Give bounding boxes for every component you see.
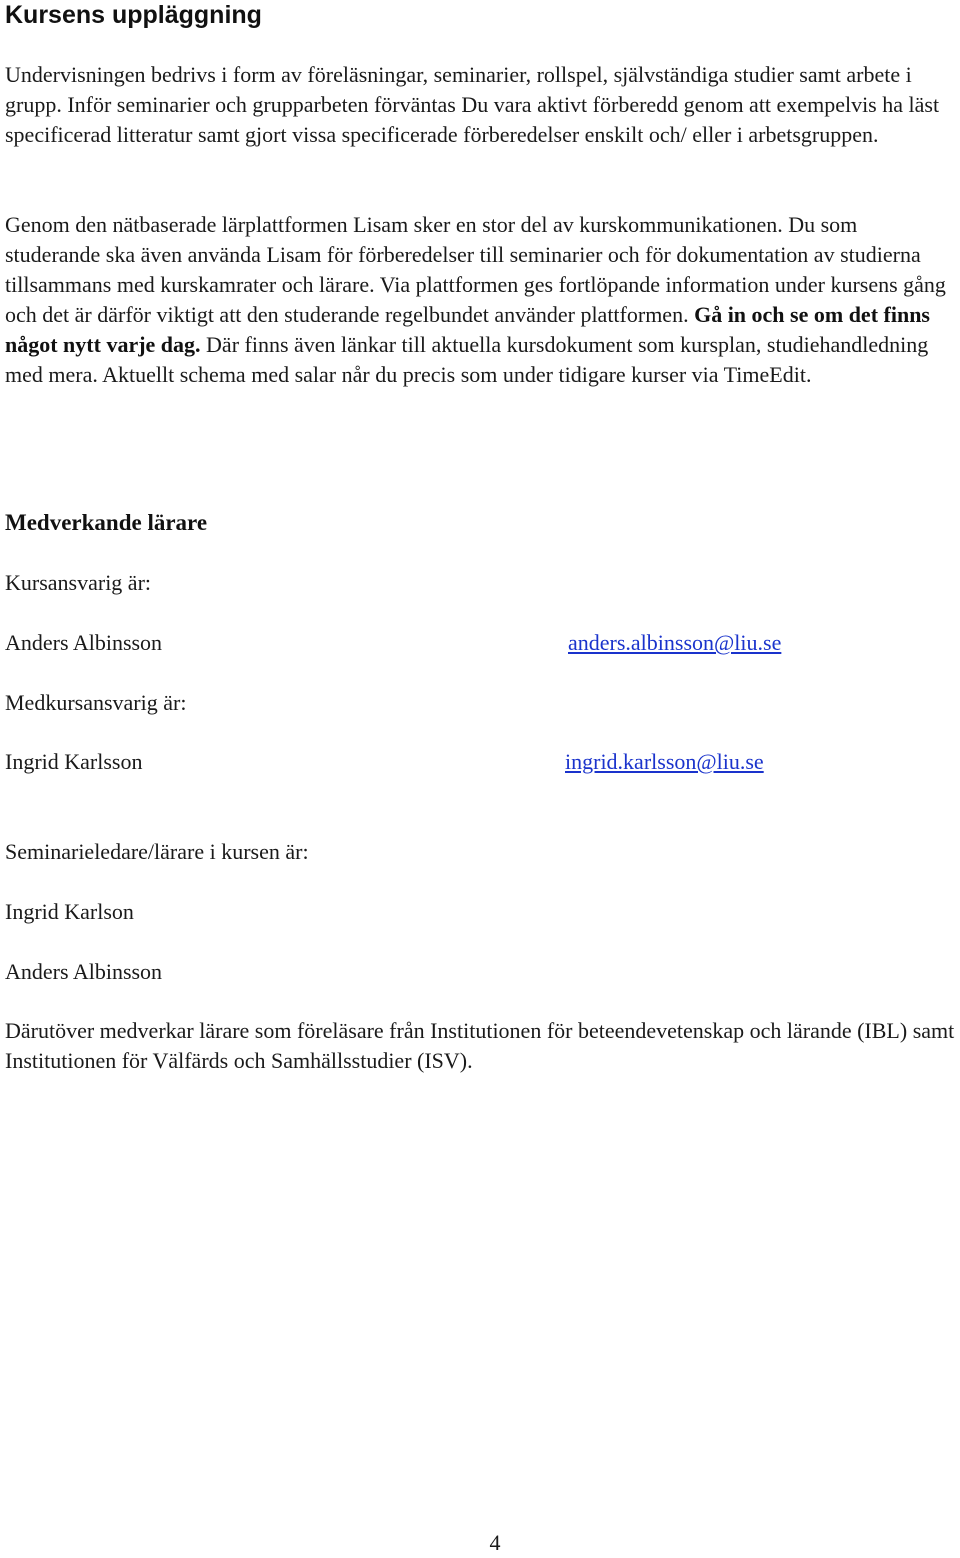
co-responsible-email-link[interactable]: ingrid.karlsson@liu.se bbox=[565, 749, 764, 774]
paragraph-lisam-tail: Där finns även länkar till aktuella kursdokument som kursplan, studiehandledning med mera. Aktuellt schema med salar når du precis som under tidigare kurser via TimeEdit. bbox=[5, 332, 929, 387]
course-responsible-email-link[interactable]: anders.albinsson@liu.se bbox=[568, 630, 782, 655]
course-responsible-label: Kursansvarig är: bbox=[5, 570, 152, 595]
seminar-leader-name: Anders Albinsson bbox=[5, 959, 163, 984]
paragraph-lisam-platform bbox=[5, 210, 955, 390]
paragraph-teaching-format: Undervisningen bedrivs i form av föreläsningar, seminarier, rollspel, självständiga studier samt arbete i grupp. Inför seminarier och grupparbeten förväntas Du vara aktivt förberedd genom att exempelvis ha läst specificerad litteratur samt gjort vissa specificerade förberedelser enskilt och/ eller i arbetsgruppen. bbox=[5, 62, 940, 147]
seminar-leader-name: Ingrid Karlson bbox=[5, 899, 134, 924]
course-responsible-row bbox=[5, 628, 955, 658]
page-number: 4 bbox=[489, 1530, 501, 1555]
co-responsible-name: Ingrid Karlsson bbox=[5, 749, 143, 774]
co-responsible-row bbox=[5, 747, 955, 777]
co-responsible-label: Medkursansvarig är: bbox=[5, 690, 187, 715]
paragraph-lisam-lead: Genom den nätbaserade lärplattformen Lisam sker en stor del av kurskommunikationen. Du som studerande ska även använda Lisam för förberedelser till seminarier och för dokumentation av studierna tillsammans med kurskamrater och lärare. Via plattformen ges fortlöpande information under kursens gång och det är därför viktigt att den studerande regelbundet använder plattformen. bbox=[5, 212, 946, 327]
paragraph-other-teachers: Därutöver medverkar lärare som föreläsare från Institutionen för beteendevetenskap och lärande (IBL) samt Institutionen för Välfärds och Samhällsstudier (ISV). bbox=[5, 1018, 955, 1073]
section-heading-teachers: Medverkande lärare bbox=[5, 510, 208, 535]
seminar-leaders-label: Seminarieledare/lärare i kursen är: bbox=[5, 839, 309, 864]
paragraph-lisam-emphasis: Gå in och se om det finns något nytt varje dag. bbox=[5, 302, 930, 357]
course-responsible-name: Anders Albinsson bbox=[5, 630, 163, 655]
section-heading-course-layout: Kursens uppläggning bbox=[5, 1, 262, 29]
